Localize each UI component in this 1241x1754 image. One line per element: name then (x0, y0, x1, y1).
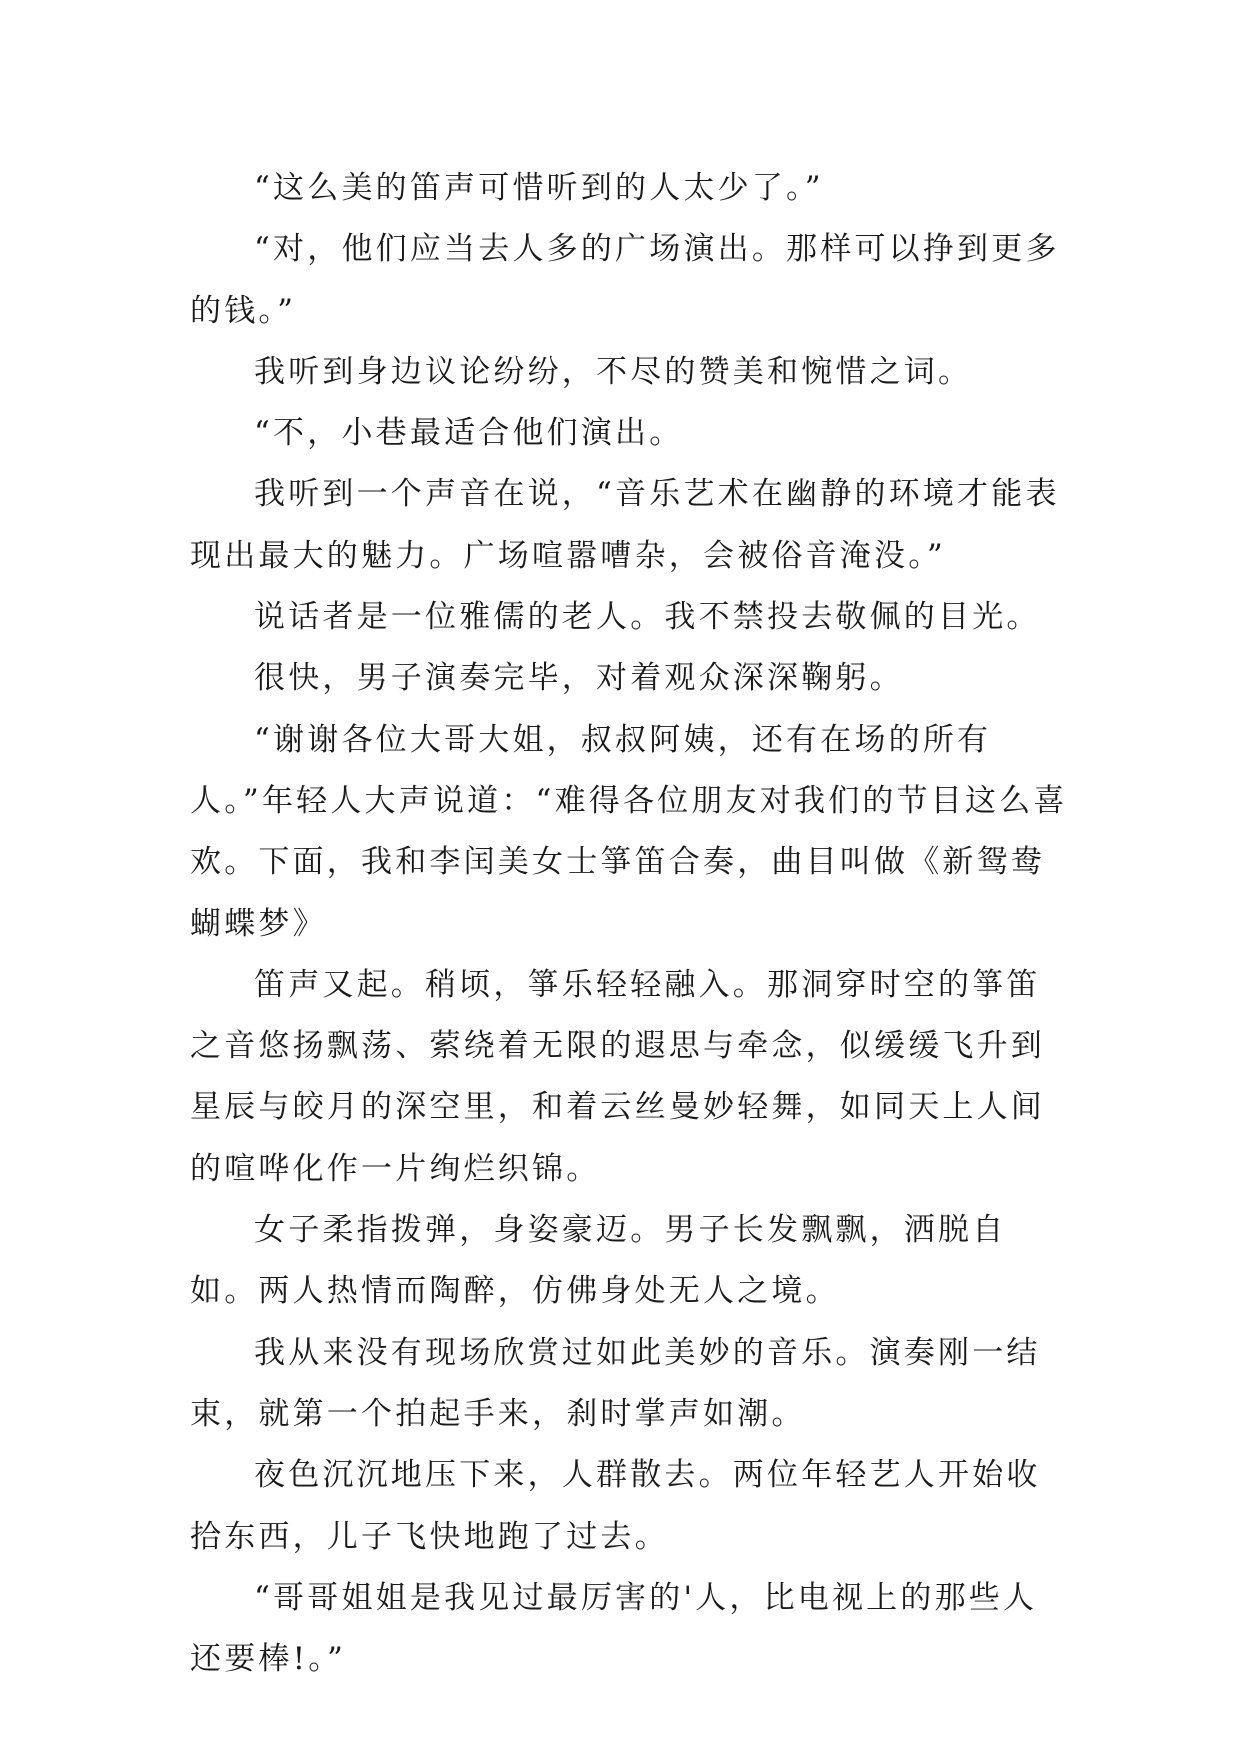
paragraph: 女子柔指拨弹，身姿豪迈。男子长发飘飘，洒脱自如。两人热情而陶醉，仿佛身处无人之境。 (190, 1212, 1007, 1310)
paragraph: 夜色沉沉地压下来，人群散去。两位年轻艺人开始收拾东西，儿子飞快地跑了过去。 (190, 1457, 1041, 1555)
document-body (190, 158, 1070, 1690)
paragraph: 我从来没有现场欣赏过如此美妙的音乐。演奏刚一结束，就第一个拍起手来，刹时掌声如潮。 (190, 1334, 1041, 1432)
paragraph: “不，小巷最适合他们演出。 (254, 415, 684, 452)
paragraph: 我听到一个声音在说，“音乐艺术在幽静的环境才能表现出最大的魅力。广场喧嚣嘈杂，会被俗音淹没。” (190, 476, 1060, 574)
paragraph: “对，他们应当去人多的广场演出。那样可以挣到更多的钱。” (190, 231, 1060, 329)
paragraph: “这么美的笛声可惜听到的人太少了。” (254, 170, 824, 206)
paragraph: 很快，男子演奏完毕，对着观众深深鞠躬。 (254, 660, 904, 697)
paragraph: “哥哥姐姐是我见过最厉害的'人，比电视上的那些人还要棒!。” (190, 1579, 1038, 1678)
paragraph: “谢谢各位大哥大姐，叔叔阿姨，还有在场的所有人。”年轻人大声说道：“难得各位朋友对我们的节目这么喜欢。下面，我和李闰美女士箏笛合奏，曲目叫做《新鸳鸯蝴蝶梦》 (190, 721, 1068, 942)
paragraph: 说话者是一位雅儒的老人。我不禁投去敬佩的目光。 (254, 599, 1041, 636)
paragraph: 笛声又起。稍顷，箏乐轻轻融入。那洞穿时空的箏笛之音悠扬飘荡、萦绕着无限的遐思与牵念，似缓缓飞升到星辰与皎月的深空里，和着云丝曼妙轻舞，如同天上人间的喧哗化作一片绚烂织锦。 (190, 966, 1045, 1187)
paragraph: 我听到身边议论纷纷，不尽的赞美和惋惜之词。 (254, 353, 973, 390)
